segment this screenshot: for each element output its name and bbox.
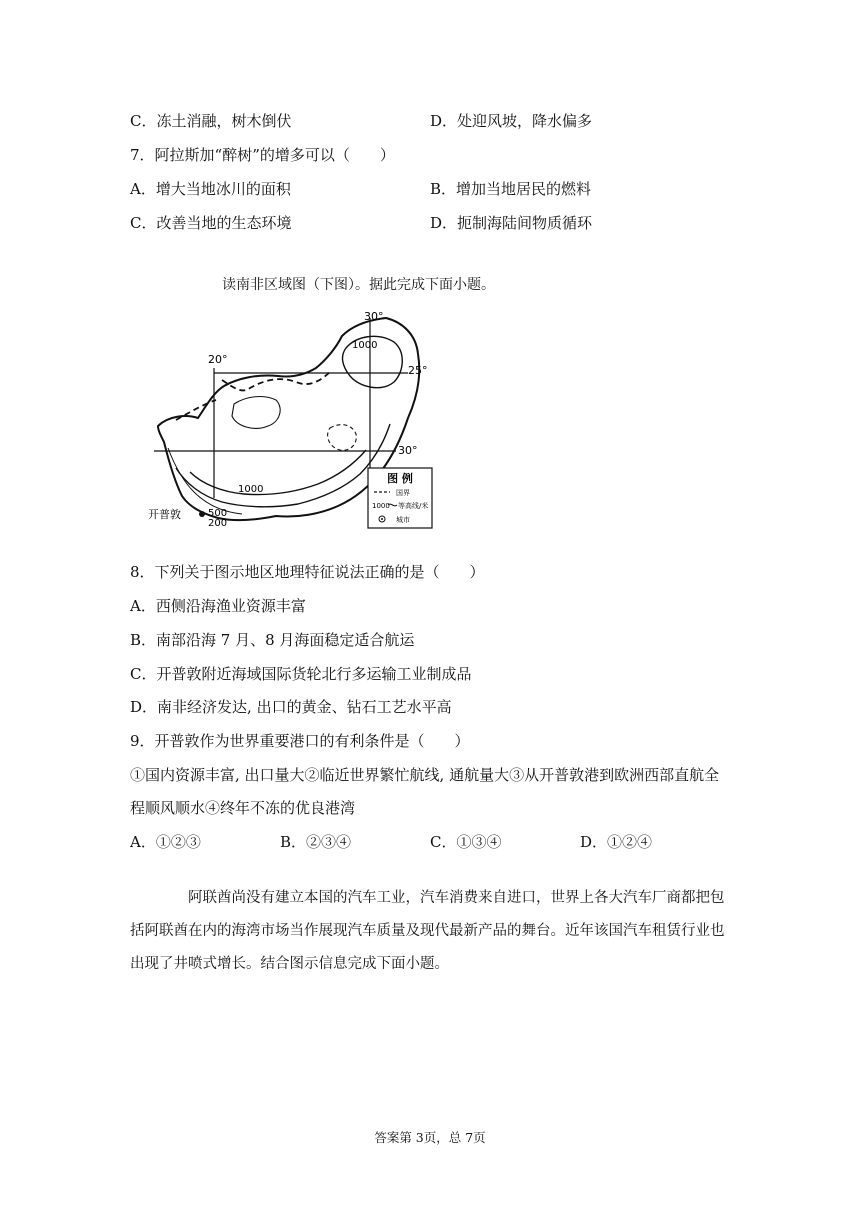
q8-option-a: A．西侧沿海渔业资源丰富 [130, 597, 306, 615]
label-25: 25° [408, 364, 428, 377]
q9-option-a: A．①②③ [130, 833, 201, 851]
page-footer: 答案第 3页，总 7页 [374, 1130, 486, 1145]
contour-label-north: 1000 [352, 340, 378, 351]
legend-border-label: 国界 [396, 489, 410, 497]
inland-contour [232, 397, 280, 429]
q9-stem: 9．开普敦作为世界重要港口的有利条件是（ ） [130, 732, 470, 750]
legend-title: 图 例 [387, 472, 413, 485]
contour-label-200: 200 [208, 518, 228, 529]
legend-city-label: 城市 [396, 516, 410, 524]
q8-option-d: D．南非经济发达, 出口的黄金、钻石工艺水平高 [130, 698, 452, 716]
q8-stem: 8．下列关于图示地区地理特征说法正确的是（ ） [130, 563, 485, 581]
q9-statements-line1: ①国内资源丰富, 出口量大②临近世界繁忙航线, 通航量大③从开普敦港到欧洲西部直航全 [130, 766, 720, 784]
south-africa-map [146, 308, 436, 533]
lesotho-border [328, 425, 357, 451]
q8-option-c: C．开普敦附近海域国际货轮北行多运输工业制成品 [130, 665, 472, 683]
map-intro: 读南非区域图（下图）。据此完成下面小题。 [222, 277, 495, 293]
q7-option-c: C．改善当地的生态环境 [130, 214, 292, 232]
q9-option-c: C．①③④ [430, 833, 502, 851]
q7-option-b: B．增加当地居民的燃料 [430, 180, 592, 198]
legend-contour-label: 等高线/米 [398, 502, 429, 510]
q9-option-d: D．①②④ [580, 833, 653, 851]
q6-option-c: C．冻土消融，树木倒伏 [130, 112, 292, 130]
contour-label-south: 1000 [238, 484, 264, 495]
label-30-top: 30° [364, 310, 384, 323]
uae-intro-paragraph: 阿联酋尚没有建立本国的汽车工业，汽车消费来自进口，世界上各大汽车厂商都把包括阿联酋在内的海湾市场当作展现汽车质量及现代最新产品的舞台。近年该国汽车租赁行业也出现了井喷式增长。结合图示信息完成下面小题。 [130, 890, 725, 972]
q9-statements-line2: 程顺风顺水④终年不冻的优良港湾 [130, 799, 356, 817]
q9-option-b: B．②③④ [280, 833, 352, 851]
q8-option-b: B．南部沿海 7 月、8 月海面稳定适合航运 [130, 631, 415, 649]
city-marker [199, 511, 205, 517]
q7-stem: 7．阿拉斯加“醉树”的增多可以（ ） [130, 146, 395, 164]
legend-contour-value: 1000 [372, 502, 390, 510]
city-label: 开普敦 [148, 508, 181, 521]
q6-option-d: D．处迎风坡，降水偏多 [430, 112, 593, 130]
map-legend [368, 468, 432, 528]
contour-label-500: 500 [208, 508, 228, 519]
q7-option-a: A．增大当地冰川的面积 [130, 180, 291, 198]
label-30-right: 30° [398, 444, 418, 457]
q7-option-d: D．扼制海陆间物质循环 [430, 214, 593, 232]
label-20: 20° [208, 353, 228, 366]
